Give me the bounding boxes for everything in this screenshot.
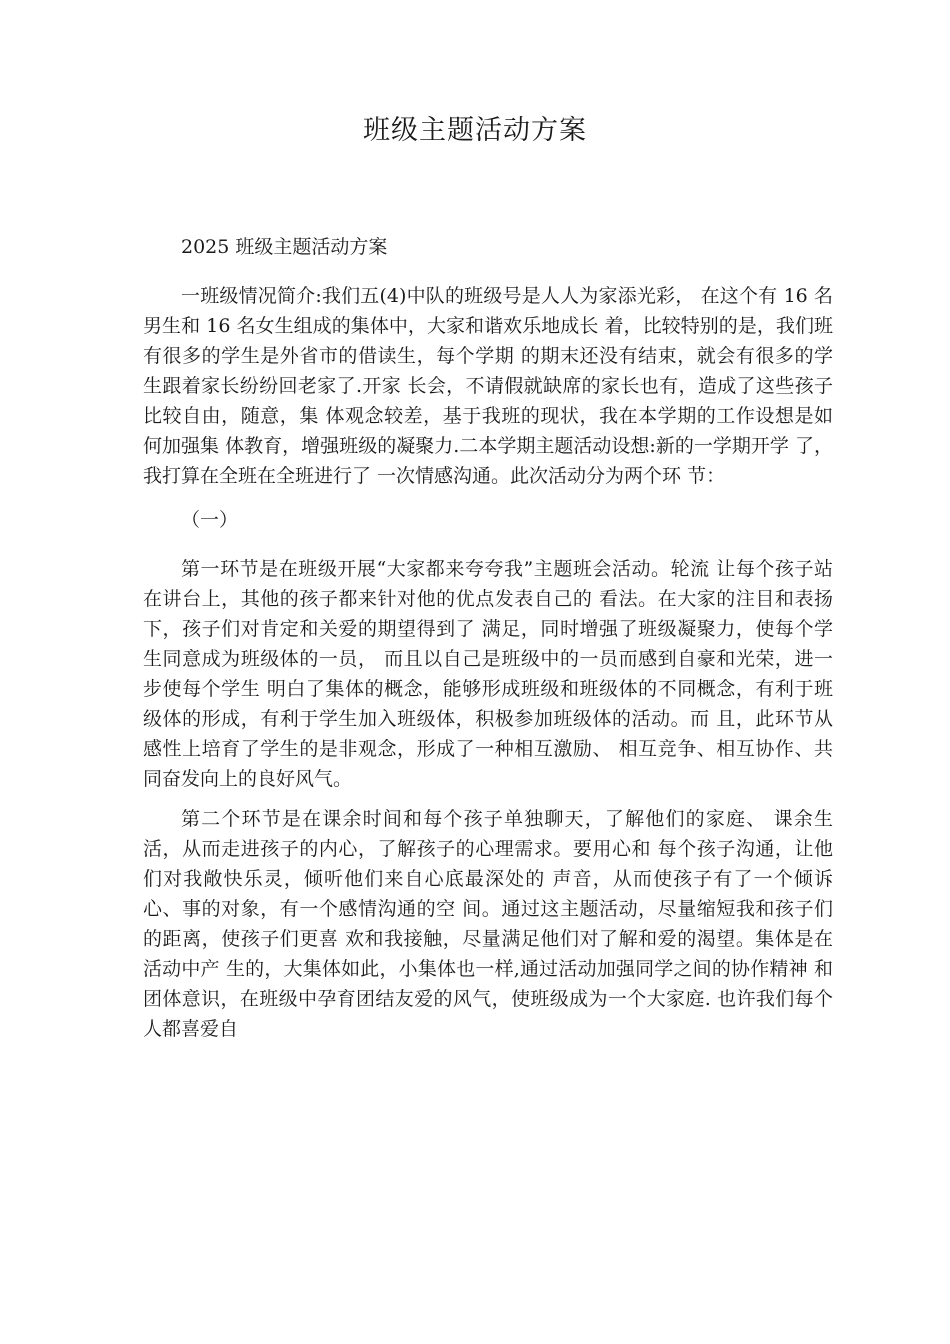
paragraph-second-stage: 第二个环节是在课余时间和每个孩子单独聊天，了解他们的家庭、 课余生活，从而走进孩子的内心，了解孩子的心理需求。要用心和 每个孩子沟通，让他们对我敞快乐灵，倾听他们来自心底最深处的 声音，从而使孩子有了一个倾诉心、事的对象，有一个感情沟通的空 间。通过这主题活动，尽量缩短我和孩子们的距离，使孩子们更喜 欢和我接触，尽量满足他们对了解和爱的渴望。集体是在活动中产 生的，大集体如此，小集体也一样,通过活动加强同学之间的协作精神 和团体意识，在班级中孕育团结友爱的风气，使班级成为一个大家庭. 也许我们每个人都喜爱自 xyxy=(143,808,833,1040)
paragraph-first-stage: 第一环节是在班级开展“大家都来夸夸我”主题班会活动。轮流 让每个孩子站在讲台上，其他的孩子都来针对他的优点发表自己的 看法。在大家的注目和表扬下，孩子们对肯定和关爱的期望得到了 满足，同时增强了班级凝聚力，使每个学生同意成为班级体的一员， 而且以自己是班级中的一员而感到自豪和光荣，进一步使每个学生 明白了集体的概念，能够形成班级和班级体的不同概念，有利于班 级体的形成，有利于学生加入班级体，积极参加班级体的活动。而 且，此环节从感性上培育了学生的是非观念，形成了一种相互激励、 相互竞争、相互协作、共同奋发向上的良好风气。 xyxy=(143,558,833,790)
document-body xyxy=(143,232,833,1044)
paragraph-intro: 一班级情况简介:我们五(4)中队的班级号是人人为家添光彩， 在这个有 16 名男生和 16 名女生组成的集体中，大家和谐欢乐地成长 着，比较特别的是，我们班有很多的学生是外省市的借读生，每个学期 的期末还没有结束，就会有很多的学生跟着家长纷纷回老家了.开家 长会，不请假就缺席的家长也有，造成了这些孩子比较自由，随意，集 体观念较差，基于我班的现状，我在本学期的工作设想是如何加强集 体教育，增强班级的凝聚力.二本学期主题活动设想:新的一学期开学 了，我打算在全班在全班进行了 一次情感沟通。此次活动分为两个环 节： xyxy=(143,285,833,487)
document-subtitle: 2025 班级主题活动方案 xyxy=(181,236,388,258)
document-title: 班级主题活动方案 xyxy=(363,115,587,146)
section-marker: （一） xyxy=(181,509,239,531)
